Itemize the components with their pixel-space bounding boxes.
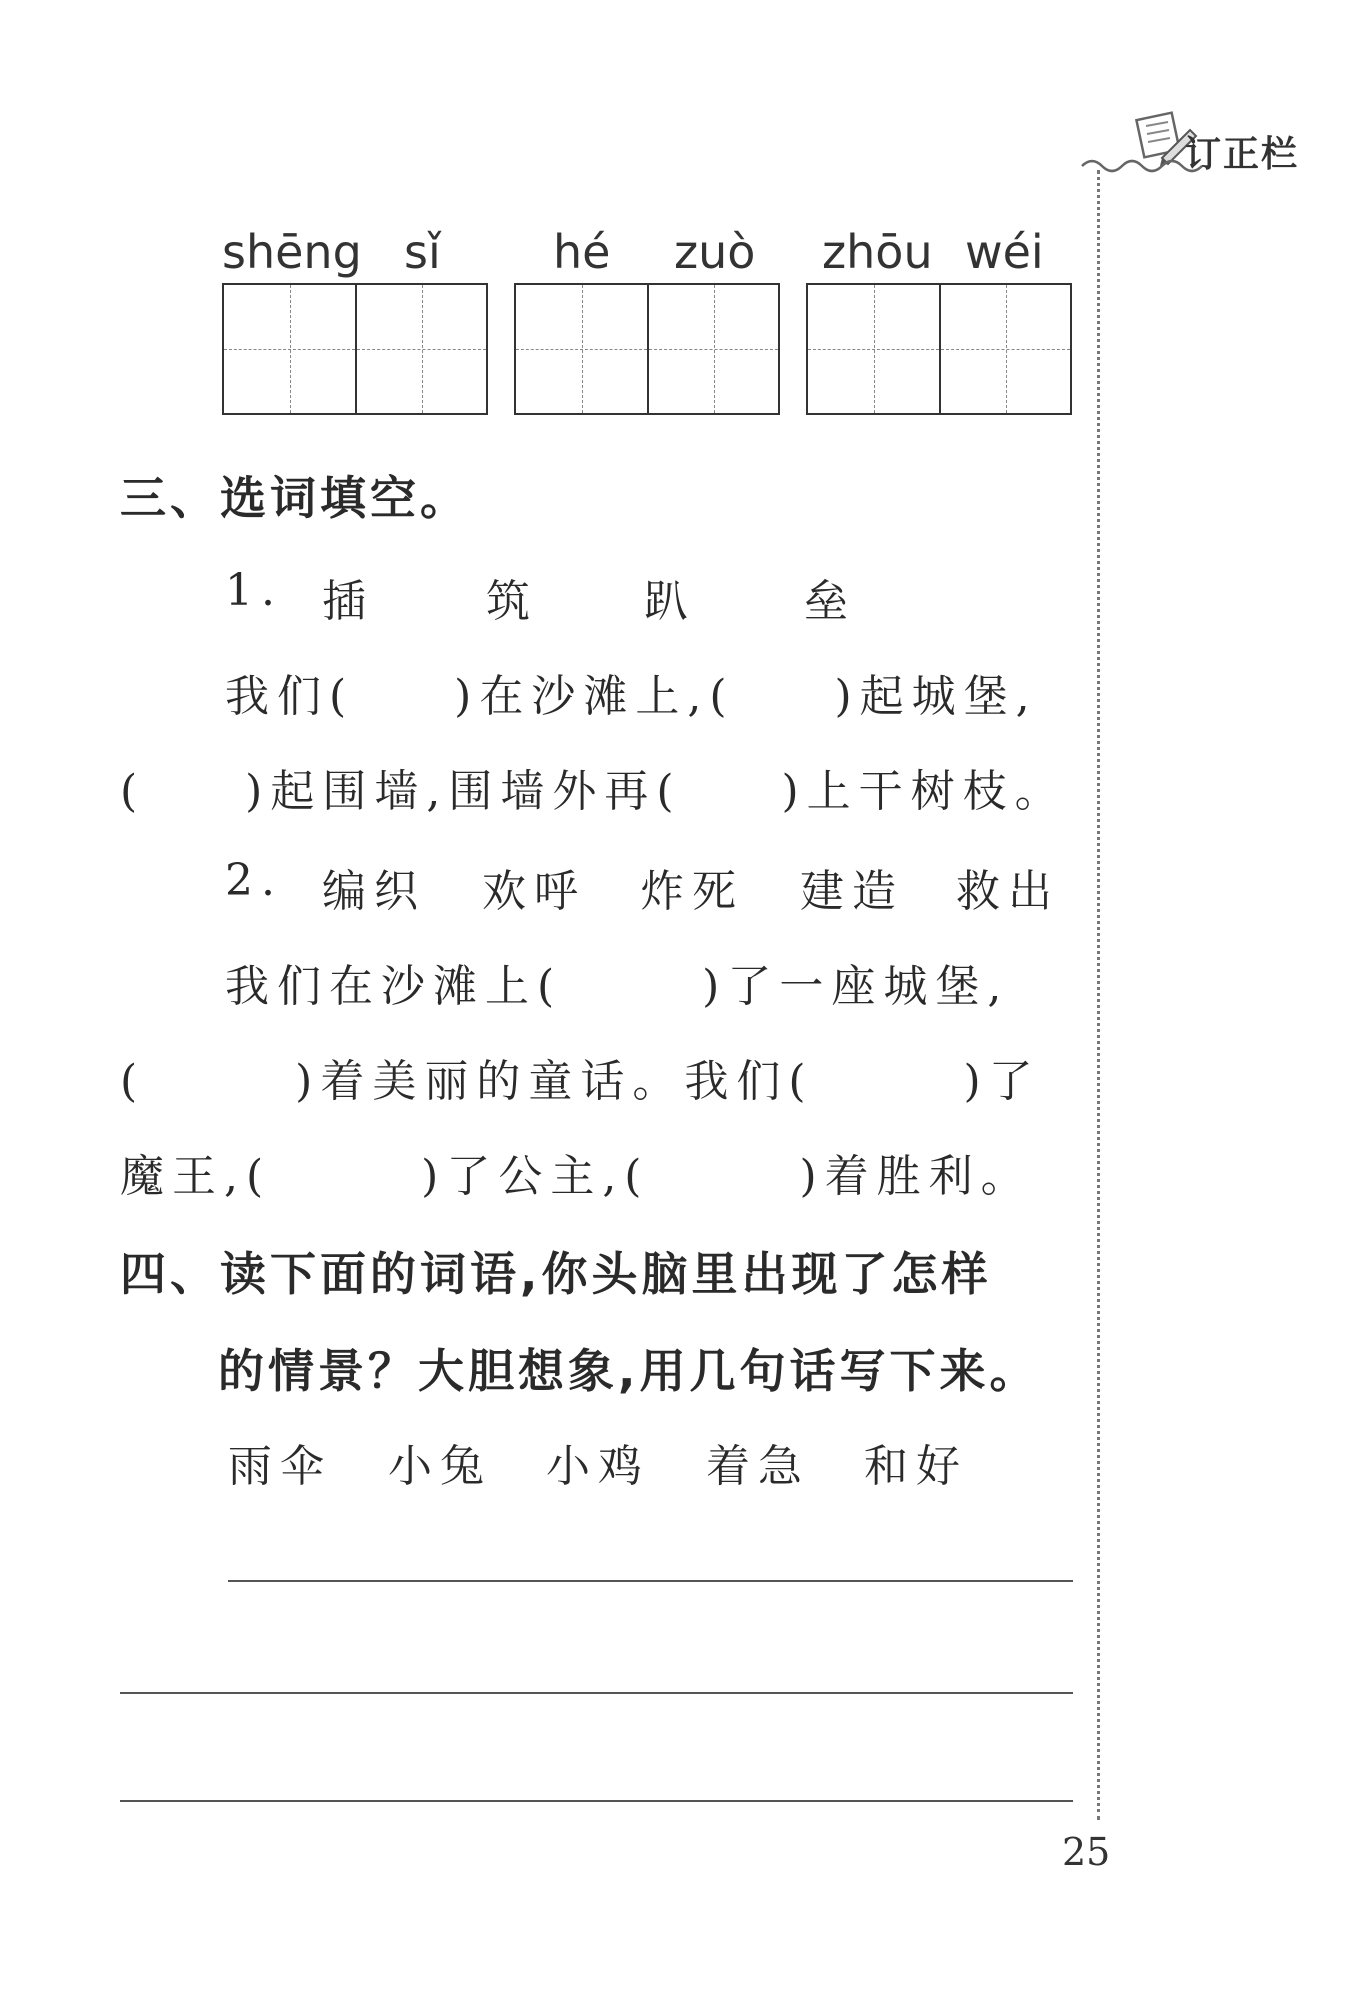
word-option: 插 — [322, 576, 374, 627]
writing-cell[interactable] — [355, 285, 486, 413]
section-4-title: 四、读下面的词语,你头脑里出现了怎样 — [120, 1247, 992, 1301]
correction-column-label: 订正栏 — [1185, 134, 1300, 175]
pinyin-syllable: sǐ — [404, 225, 441, 279]
writing-grid-group — [222, 283, 488, 415]
writing-line[interactable] — [120, 1800, 1073, 1802]
word-option: 趴 — [644, 576, 696, 627]
prompt-word: 雨伞 — [228, 1441, 332, 1492]
word-option: 救出 — [956, 866, 1060, 917]
correction-column-header — [1080, 108, 1330, 178]
pinyin-syllable: wéi — [965, 225, 1044, 279]
sentence-line: ( )起围墙,围墙外再( )上干树枝。 — [120, 766, 1067, 817]
word-option: 建造 — [800, 866, 904, 917]
prompt-word: 小鸡 — [546, 1441, 650, 1492]
writing-grid-group — [514, 283, 780, 415]
writing-line[interactable] — [228, 1580, 1073, 1582]
word-option: 筑 — [486, 576, 538, 627]
word-option: 欢呼 — [482, 866, 586, 917]
writing-cell[interactable] — [224, 285, 355, 413]
page-number: 25 — [1062, 1830, 1111, 1874]
writing-cell[interactable] — [647, 285, 778, 413]
section-4-title-continued: 的情景？大胆想象,用几句话写下来。 — [218, 1344, 1040, 1398]
pinyin-syllable: zuò — [674, 225, 756, 279]
writing-cell[interactable] — [939, 285, 1070, 413]
section-3-title: 三、选词填空。 — [120, 471, 470, 525]
pinyin-syllable: shēng — [222, 225, 362, 279]
word-option: 垒 — [804, 576, 856, 627]
prompt-word: 和好 — [864, 1441, 968, 1492]
sentence-line: 我们( )在沙滩上,( )起城堡, — [225, 671, 1038, 722]
pinyin-syllable: hé — [553, 225, 611, 279]
prompt-word: 着急 — [706, 1441, 810, 1492]
writing-line[interactable] — [120, 1692, 1073, 1694]
question-number: 1. — [225, 565, 283, 616]
sentence-line: 我们在沙滩上( )了一座城堡, — [225, 961, 1010, 1012]
writing-cell[interactable] — [808, 285, 939, 413]
pinyin-syllable: zhōu — [822, 225, 933, 279]
question-number: 2. — [225, 855, 283, 906]
word-option: 炸死 — [640, 866, 744, 917]
correction-column-divider — [1097, 170, 1100, 1820]
writing-grid-group — [806, 283, 1072, 415]
word-option: 编织 — [322, 866, 426, 917]
sentence-line: 魔王,( )了公主,( )着胜利。 — [120, 1151, 1033, 1202]
writing-cell[interactable] — [516, 285, 647, 413]
prompt-word: 小兔 — [388, 1441, 492, 1492]
sentence-line: ( )着美丽的童话。我们( )了 — [120, 1056, 1041, 1107]
